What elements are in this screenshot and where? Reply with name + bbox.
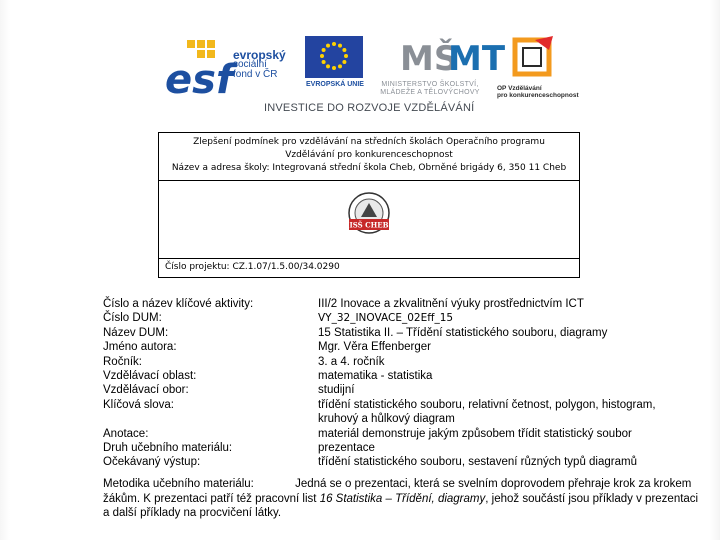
meta-row-activity <box>103 297 703 311</box>
msmt-line-2: MLÁDEŽE A TĚLOVÝCHOVY <box>380 89 480 96</box>
school-seal-icon <box>345 191 393 241</box>
meta-label: Vzdělávací obor: <box>103 384 189 397</box>
meta-value: 3. a 4. ročník <box>318 355 385 368</box>
meta-row-annotation <box>103 427 703 441</box>
meta-label: Číslo DUM: <box>103 312 162 325</box>
meta-label: Číslo a název klíčové aktivity: <box>103 298 254 310</box>
meta-label: Název DUM: <box>103 326 169 339</box>
esf-mark-icon <box>165 38 234 103</box>
meta-value: třídění statistického souboru, sestavení různých typů diagramů <box>318 456 637 469</box>
meta-row-dum-number <box>103 311 703 325</box>
meta-label: Ročník: <box>103 355 142 368</box>
meta-label: Jméno autora: <box>103 341 177 354</box>
info-seal-cell <box>159 181 579 259</box>
school-address: Název a adresa školy: Integrovaná střední škola Cheb, Obrněné brigády 6, 350 11 Cheb <box>171 163 567 173</box>
meta-row-expected-output <box>103 455 703 469</box>
op-line-2: pro konkurenceschopnost <box>497 92 579 99</box>
meta-value: prezentace <box>318 442 375 455</box>
meta-value: 15 Statistika II. – Třídění statistického souboru, diagramy <box>318 326 608 339</box>
seal-text: ISŠ CHEB <box>349 220 389 230</box>
meta-row-author <box>103 340 703 354</box>
program-line-1: Zlepšení podmínek pro vzdělávání na středních školách Operačního programu <box>193 137 545 147</box>
meta-value: Mgr. Věra Effenberger <box>318 341 431 354</box>
esf-text <box>233 50 286 80</box>
methodology-label: Metodika učebního materiálu: <box>103 478 254 490</box>
svg-text:MT: MT <box>448 39 506 79</box>
op-line-1: OP Vzdělávání <box>497 85 542 92</box>
meta-label: Očekávaný výstup: <box>103 456 201 469</box>
methodology-text-1: Jedná se o prezentaci, která se svelním doprovodem přehraje krok za krokem žákům. K prezentaci patří též pracovní list <box>103 478 692 505</box>
meta-value: třídění statistického souboru, relativní četnost, polygon, histogram, kruhový a hůlkový diagram <box>318 398 656 426</box>
op-logo <box>495 36 585 98</box>
meta-value: III/2 Inovace a zkvalitnění výuky prostřednictvím ICT <box>318 298 584 310</box>
esf-line-1: evropský <box>233 48 286 62</box>
meta-row-area <box>103 369 703 383</box>
op-mark-icon <box>495 36 585 80</box>
esf-line-3: fond v ČR <box>233 69 278 80</box>
esf-logo <box>165 38 295 103</box>
msmt-logo <box>370 36 506 98</box>
meta-label: Klíčová slova: <box>103 398 174 411</box>
methodology-text-2: , jehož součástí jsou příklady v prezentaci a další příklady na procvičení látky. <box>103 492 699 519</box>
meta-row-dum-name <box>103 326 703 340</box>
meta-row-keywords <box>103 398 703 427</box>
meta-value: VY_32_INOVACE_02Eff_15 <box>318 312 454 325</box>
meta-row-grade <box>103 355 703 369</box>
msmt-mark-icon <box>370 36 506 79</box>
project-number: Číslo projektu: CZ.1.07/1.5.00/34.0290 <box>165 262 340 272</box>
investice-tagline: INVESTICE DO ROZVOJE VZDĚLÁVÁNÍ <box>264 102 475 114</box>
meta-row-field <box>103 383 703 397</box>
meta-value: matematika - statistika <box>318 370 433 383</box>
esf-line-2: sociální <box>233 59 267 70</box>
metadata-list <box>103 297 703 470</box>
methodology-worksheet: 16 Statistika – Třídění, diagramy <box>319 492 486 505</box>
meta-label: Anotace: <box>103 427 149 440</box>
meta-label: Druh učebního materiálu: <box>103 442 233 455</box>
program-line-2: Vzdělávání pro konkurenceschopnost <box>285 150 453 160</box>
meta-value: studijní <box>318 384 355 397</box>
svg-text:MŠ: MŠ <box>400 39 459 79</box>
eu-flag-icon <box>305 36 363 78</box>
eu-label: EVROPSKÁ UNIE <box>306 81 364 88</box>
meta-label: Vzdělávací oblast: <box>103 370 197 383</box>
project-info-box <box>158 132 580 278</box>
meta-value: materiál demonstruje jakým způsobem třídit statistický soubor <box>318 427 632 440</box>
meta-row-material-type <box>103 441 703 455</box>
msmt-line-1: MINISTERSTVO ŠKOLSTVÍ, <box>381 81 479 88</box>
eu-logo <box>305 36 365 98</box>
svg-text:esf: esf <box>165 57 234 103</box>
methodology-paragraph <box>103 477 703 521</box>
info-top-cell <box>159 133 579 181</box>
